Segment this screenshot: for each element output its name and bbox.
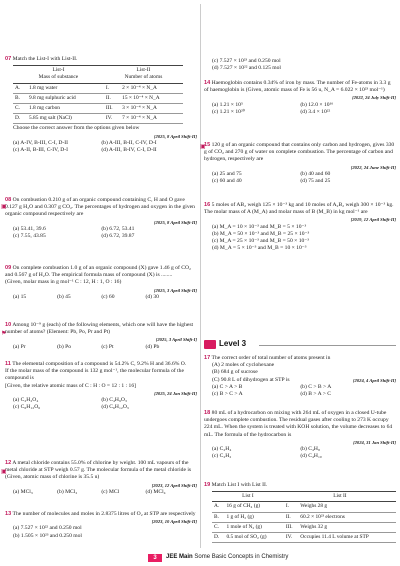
option-c: (c) 60 and 40 <box>212 178 242 185</box>
option-a: (a) 7.527 × 10²² and 0.250 mol <box>13 525 82 532</box>
table-row: D. 5.85 mg salt (NaCl) IV. 7 × 10⁻⁴ × N_A <box>13 114 183 124</box>
question-17 <box>204 355 396 398</box>
option-c: (c) A-II, B-III, C-IV, D-I <box>13 147 69 154</box>
chapter-name: Some Basic Concepts in Chemistry <box>194 554 289 560</box>
exam-source: [2025, 24 Jan Shift-II] <box>154 390 197 396</box>
question-text: The elemental composition of a compound is 54.2% C, 9.2% H and 36.6% O. <box>12 361 187 367</box>
option-a: (a) Pr <box>13 343 26 350</box>
table-row: B. 9.8 mg sulphuric acid II. 15 × 10⁻⁴ × N_A <box>13 93 183 103</box>
flag-icon: ⚑ <box>1 330 7 337</box>
option-b: (b) 40 and 60 <box>300 170 331 177</box>
question-15 <box>200 142 396 185</box>
option-d: (d) 3.4 × 10²² <box>300 108 331 115</box>
exam-source: [2019, 12 April Shift-II] <box>350 217 396 223</box>
question-text: A metal chloride contains 55.0% of chlorine by weight. 100 mL vapours of the metal chloride at STP weigh 0.57 g. The molecular formula of the metal chloride is (Given, atomic mass of chlorine is 35.5 u) <box>5 460 192 481</box>
question-prompt: Choose the correct answer from the options given below <box>13 125 140 132</box>
exam-source: [2025, 8 April Shift-II] <box>154 133 197 139</box>
exam-source: [2025, 3 April Shift-II] <box>154 287 197 293</box>
list-item: (B) 684 g of sucrose <box>212 369 258 376</box>
level-3-heading <box>204 340 396 350</box>
question-number: 15 <box>204 142 211 148</box>
question-text: Among 10⁻⁹ g (each) of the following elements, which one will have the highest number of atoms? (Element: Pb, Po, Pr and Pt) <box>5 322 194 336</box>
option-c: (c) C₂H₂ <box>212 453 232 460</box>
option-b: (b) Po <box>57 343 71 350</box>
option-a: (a) M_A = 10 × 10⁻³ and M_B = 5 × 10⁻³ <box>212 223 307 230</box>
question-10 <box>1 322 197 351</box>
question-number: 10 <box>5 322 12 328</box>
list-i-header: List-I Mass of substance <box>13 66 104 83</box>
option-d: (d) M_A = 5 × 10⁻³ and M_B = 10 × 10⁻³ <box>212 245 307 252</box>
question-text: The correct order of total number of atoms present in <box>211 355 331 361</box>
question-number: 19 <box>204 482 211 488</box>
option-a: (a) 15 <box>13 293 27 300</box>
exam-source: [2025, 8 April Shift-II] <box>154 219 197 225</box>
question-number: 08 <box>5 197 12 203</box>
question-text: The number of molecules and moles in 2.8375 litres of O₂ at STP are respectively <box>12 511 196 517</box>
option-c: (c) 1.21 × 10²⁰ <box>212 108 245 115</box>
exam-source: [2022, 24 July Shift-II] <box>352 95 396 101</box>
list-ii-header: List II <box>284 492 396 502</box>
column-divider <box>200 4 201 548</box>
question-text-2: If the molar mass of the compound is 132 g mol⁻¹, the molecular formula of the compound is <box>5 368 184 382</box>
question-07 <box>5 56 197 154</box>
question-number: 17 <box>204 355 211 361</box>
question-number: 16 <box>204 202 211 208</box>
option-b: (b) 1.505 × 10²³ and 0.250 mol <box>13 532 82 539</box>
question-19 <box>204 482 396 543</box>
option-d: (d) C₆H₁₂O₃ <box>101 404 129 411</box>
option-d: (d) 75 and 25 <box>300 178 331 185</box>
option-b: (b) C₄H₈ <box>300 446 320 453</box>
option-a: (a) A-IV, B-III, C-I, D-II <box>13 139 69 146</box>
option-d: (d) MCl₄ <box>145 488 166 495</box>
question-text: 120 g of an organic compound that contains only carbon and hydrogen, gives 330 g of CO₂ and 270 g of water on complete combustion. The percentage of carbon and hydrogen, respectively are <box>204 142 395 163</box>
question-09 <box>5 265 197 301</box>
question-given: (Given, molar mass in g mol⁻¹ C : 12, H : 1, O : 16) <box>5 279 122 286</box>
question-13 <box>5 511 197 540</box>
table-row: A. 1.8 mg water I. 2 × 10⁻⁴ × N_A <box>13 83 183 93</box>
option-d: (d) A-III, B-IV, C-I, D-II <box>101 147 157 154</box>
question-18 <box>204 410 396 460</box>
level-marker-icon <box>204 340 216 349</box>
question-13-continued <box>212 58 396 72</box>
exam-source: [2023, 12 April Shift-II] <box>151 482 197 488</box>
table-row: D. 0.5 mol of SO₂ (g) IV. Occupies 11.4 L volume at STP <box>212 533 396 543</box>
page-number: 3 <box>148 554 162 562</box>
option-c: (c) M_A = 25 × 10⁻³ and M_B = 50 × 10⁻³ <box>212 238 309 245</box>
question-given: [Given, the relative atomic mass of C : H : O = 12 : 1 : 16] <box>5 382 137 389</box>
option-c: (c) 7.55, 43.85 <box>13 233 46 240</box>
video-solution-icon: ▣ <box>1 468 7 475</box>
option-d: (d) 7.527 × 10²² and 0.125 mol <box>212 65 281 72</box>
option-c: (c) C₆H₁₂O₆ <box>13 404 41 411</box>
option-d: (d) B > A > C <box>300 391 332 398</box>
question-stem: Match the List-I with List-II. <box>12 56 78 62</box>
option-b: (b) 6.72, 53.41 <box>101 225 135 232</box>
table-row: C. 1.8 mg carbon III. 3 × 10⁻⁴ × N_A <box>13 104 183 114</box>
option-a: (a) C > A > B <box>212 383 243 390</box>
list-i-header: List I <box>212 492 284 502</box>
option-a: (a) C₂H₂O₄ <box>13 397 39 404</box>
table-row: B. 1 g of H₂ (g) II. 60.2 × 10²³ electrons <box>212 512 396 522</box>
option-a: (a) MCl₃ <box>13 488 33 495</box>
question-text: 80 mL of a hydrocarbon on mixing with 264 mL of oxygen in a closed U-tube undergoes complete combustion. The residual gases after cooling to 273 K occupy 224 mL. When the system is treated with KOH solution, the volume decreases to 64 mL. The formula of the hydrocarbon is <box>204 410 393 438</box>
question-16 <box>204 202 396 252</box>
question-number: 14 <box>204 80 211 86</box>
option-a: (a) 25 and 75 <box>212 170 242 177</box>
question-text: On complete combustion 1.0 g of an organic compound (X) gave 1.46 g of CO₂ and 0.567 g of H₂O. The empirical formula mass of compound (X) is ........ <box>5 265 191 279</box>
option-a: (a) 1.21 × 10⁵ <box>212 101 243 108</box>
option-d: (d) 30 <box>145 293 159 300</box>
table-row: C. 1 mole of N₂ (g) III. Weighs 32 g <box>212 522 396 532</box>
table-row: A. 16 g of CH₄ (g) I. Weighs 28 g <box>212 502 396 512</box>
question-text: On combustion 0.210 g of an organic compound containing C, H and O gave 0.127 g H₂O and 0.307 g CO₂. The percentages of hydrogen and oxygen in the given organic compound respectively are <box>5 197 195 218</box>
option-c: (c) 60 <box>101 293 115 300</box>
footer-title <box>166 554 288 560</box>
match-table <box>212 491 396 543</box>
question-number: 09 <box>5 265 12 271</box>
question-12 <box>1 460 197 496</box>
option-c: (c) B > C > A <box>212 391 243 398</box>
exam-source: [2025, 3 April Shift-I] <box>155 337 197 343</box>
level-title: Level 3 <box>219 339 247 348</box>
question-text: Haemoglobin contains 0.34% of iron by mass. The number of Fe-atoms in 3.3 g of haemoglobin is (Given, atomic mass of Fe is 56 u, N_A = 6.022 × 10²³ mol⁻¹) <box>204 80 391 94</box>
option-a: (a) 53.41, 39.6 <box>13 225 46 232</box>
option-c: (c) Pt <box>101 343 114 350</box>
option-b: (b) MCl₂ <box>57 488 78 495</box>
option-c: (c) 7.527 × 10²³ and 0.250 mol <box>212 58 281 64</box>
question-number: 13 <box>5 511 12 517</box>
book-name: JEE Main <box>166 554 193 560</box>
option-b: (b) C₄H₉O₃ <box>101 397 127 404</box>
list-item: (A) 2 moles of cyclohexane <box>212 362 275 369</box>
option-b: (b) A-III, B-II, C-IV, D-I <box>101 139 157 146</box>
option-b: (b) M_A = 50 × 10⁻³ and M_B = 25 × 10⁻³ <box>212 230 310 237</box>
question-14 <box>204 80 396 116</box>
question-number: 18 <box>204 410 211 416</box>
option-b: (b) C > B > A <box>300 383 332 390</box>
option-b: (b) 12.0 × 10¹⁶ <box>300 101 334 108</box>
page-footer <box>0 552 400 564</box>
question-stem: Match List I with List II. <box>211 482 268 488</box>
option-c: (c) MCl <box>101 488 120 495</box>
option-d: (d) C₄H₁₀ <box>300 453 322 460</box>
exam-source: [2024, 4 April Shift-II] <box>353 377 396 383</box>
option-a: (a) C₂H₄ <box>212 446 232 453</box>
question-text: 5 moles of AB₂ weigh 125 × 10⁻³ kg and 10 moles of A₂B₂ weigh 300 × 10⁻³ kg. The molar mass of A (M_A) and molar mass of B (M_B) in kg mol⁻¹ are <box>204 202 394 216</box>
option-b: (b) 45 <box>57 293 71 300</box>
option-d: (d) Pb <box>145 343 160 350</box>
video-solution-icon: ▣ <box>200 143 206 150</box>
exam-source: [2022, 24 June Shift-II] <box>350 164 396 170</box>
question-11 <box>5 361 197 411</box>
match-table <box>13 65 183 124</box>
exam-source: [2024, 31 Jan Shift-II] <box>353 439 396 445</box>
heading-rule <box>259 345 396 346</box>
question-08 <box>1 197 197 240</box>
question-number: 07 <box>5 56 12 62</box>
exam-source: [2023, 10 April Shift-II] <box>151 519 197 525</box>
question-number: 11 <box>5 361 11 367</box>
option-d: (d) 6.72, 39.87 <box>101 233 135 240</box>
list-ii-header: List-II Number of atoms <box>104 66 183 83</box>
list-item: (C) 90.8 L of dihydrogen at STP is <box>212 376 290 383</box>
question-number: 12 <box>5 460 12 466</box>
video-solution-icon: ▣ <box>1 203 7 210</box>
